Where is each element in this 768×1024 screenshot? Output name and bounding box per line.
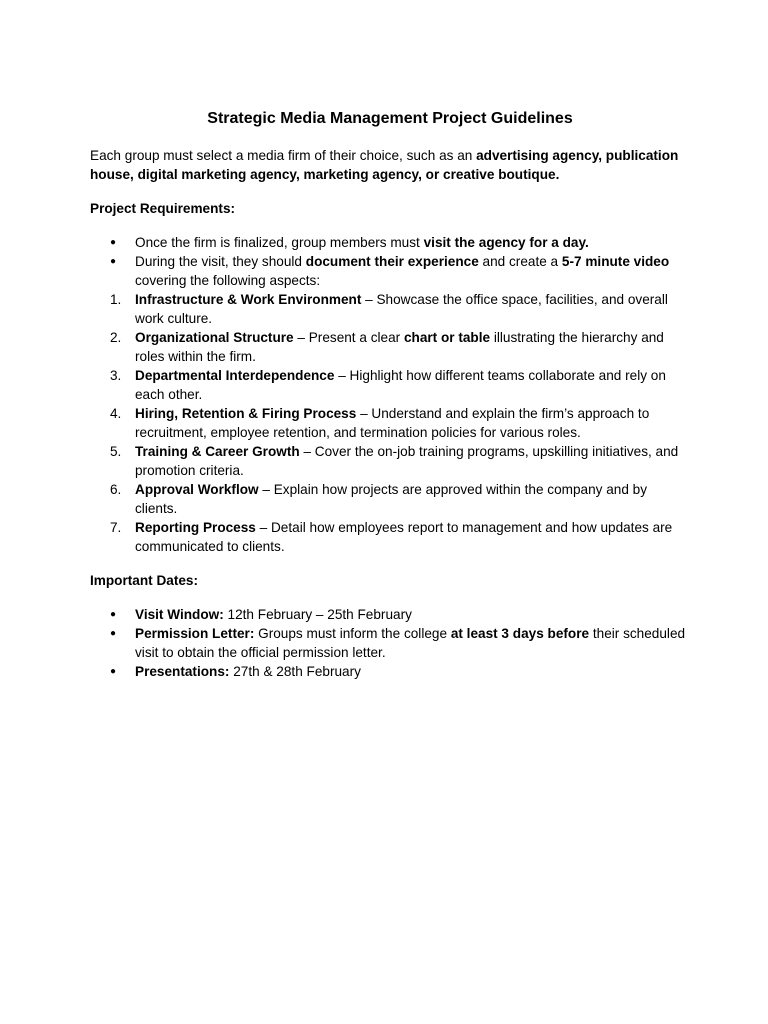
document-title: Strategic Media Management Project Guidelines (207, 110, 573, 127)
list-item-text: their scheduled visit to obtain the official permission letter. (135, 626, 686, 660)
list-item-bold: document their experience (305, 254, 479, 269)
list-number: 5. (110, 444, 122, 459)
list-item (90, 290, 690, 328)
list-item (90, 404, 690, 442)
list-item-bold: Visit Window: (135, 607, 224, 622)
list-item-text: – Detail how employees report to management and how updates are communicated to clients. (135, 520, 673, 554)
list-item-text: – Highlight how different teams collaborate and rely on each other. (135, 368, 666, 402)
project-requirements-heading: Project Requirements: (90, 201, 236, 216)
list-number: 4. (110, 406, 122, 421)
list-item-bold: Permission Letter: (135, 626, 255, 641)
list-item-bold: Departmental Interdependence (135, 368, 335, 383)
list-number: 6. (110, 482, 122, 497)
list-item-bold: Organizational Structure (135, 330, 294, 345)
document-page (90, 108, 690, 681)
list-item-bold: Presentations: (135, 664, 230, 679)
list-item-text: illustrating the hierarchy and roles within the firm. (135, 330, 664, 364)
list-item (90, 328, 690, 366)
list-number: 7. (110, 520, 122, 535)
list-item-bold: Infrastructure & Work Environment (135, 292, 362, 307)
list-item (90, 233, 690, 252)
list-item-text: – Explain how projects are approved within the company and by clients. (135, 482, 648, 516)
list-item (90, 518, 690, 556)
list-item (90, 252, 690, 290)
list-item (90, 442, 690, 480)
list-item (90, 366, 690, 404)
list-item-text: – Showcase the office space, facilities, and overall work culture. (135, 292, 668, 326)
intro-text: Each group must select a media firm of their choice, such as an (90, 148, 477, 163)
intro-paragraph (90, 146, 690, 184)
list-item-bold: chart or table (403, 330, 491, 345)
list-item (90, 624, 690, 662)
requirements-bullet-list (90, 233, 690, 290)
list-item-text: covering the following aspects: (135, 273, 321, 288)
list-item-bold: at least 3 days before (450, 626, 590, 641)
list-item-bold: Hiring, Retention & Firing Process (135, 406, 357, 421)
list-item (90, 605, 690, 624)
list-item-bold: 5-7 minute video (561, 254, 670, 269)
list-item-text: – Present a clear (293, 330, 404, 345)
list-item-bold: Training & Career Growth (135, 444, 300, 459)
list-item-bold: visit the agency for a day. (423, 235, 589, 250)
list-item-text: – Cover the on-job training programs, upskilling initiatives, and promotion criteria. (135, 444, 679, 478)
list-item (90, 662, 690, 681)
list-item-text: and create a (478, 254, 562, 269)
list-item-bold: Approval Workflow (135, 482, 259, 497)
list-item-text: 27th & 28th February (229, 664, 361, 679)
list-number: 3. (110, 368, 122, 383)
list-item-text: Groups must inform the college (254, 626, 451, 641)
list-item-text: During the visit, they should (135, 254, 306, 269)
list-item-text: 12th February – 25th February (223, 607, 412, 622)
dates-bullet-list (90, 605, 690, 681)
aspects-numbered-list (90, 290, 690, 556)
list-number: 2. (110, 330, 122, 345)
list-item-text: – Understand and explain the firm’s approach to recruitment, employee retention, and termination policies for various roles. (135, 406, 650, 440)
list-number: 1. (110, 292, 122, 307)
list-item (90, 480, 690, 518)
list-item-text: Once the firm is finalized, group members must (135, 235, 424, 250)
list-item-bold: Reporting Process (135, 520, 256, 535)
intro-bold: advertising agency, publication house, digital marketing agency, marketing agency, or creative boutique. (90, 148, 679, 182)
important-dates-heading: Important Dates: (90, 573, 199, 588)
